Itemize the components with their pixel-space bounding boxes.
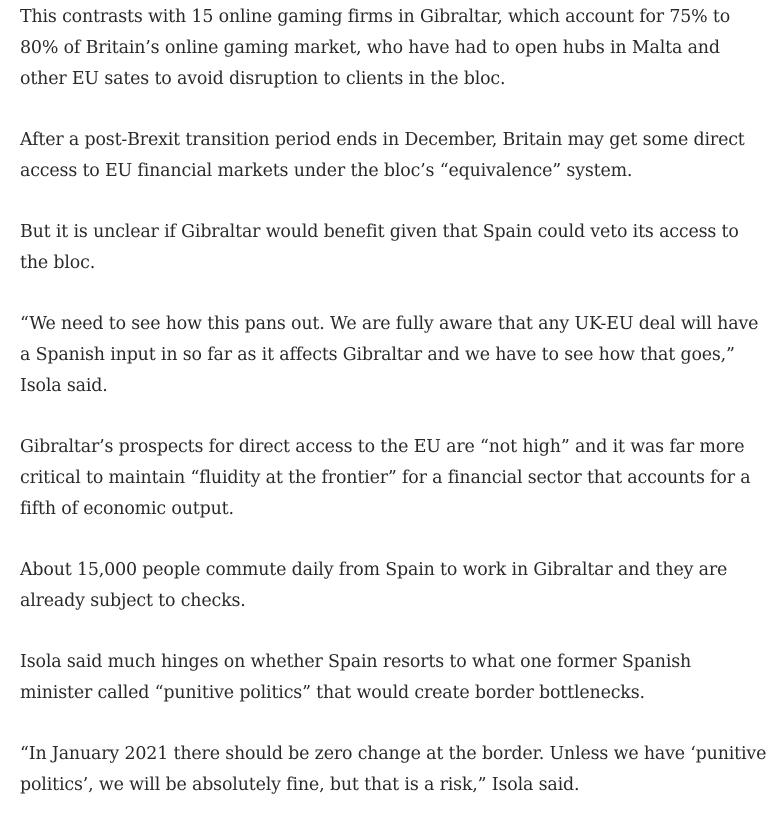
- paragraph-punitive-politics: Isola said much hinges on whether Spain resorts to what one former Spanish minister called “punitive politics” that would create border bottlenecks.: [20, 652, 692, 703]
- paragraph-frontier-fluidity: Gibraltar’s prospects for direct access to the EU are “not high” and it was far more critical to maintain “fluidity at the frontier” for a financial sector that accounts for a fifth of economic output.: [20, 437, 751, 519]
- paragraph-transition-period: After a post-Brexit transition period ends in December, Britain may get some direct access to EU financial markets under the bloc’s “equivalence” system.: [20, 130, 745, 181]
- paragraph-gaming-firms: This contrasts with 15 online gaming firms in Gibraltar, which account for 75% to 80% of Britain’s online gaming market, who have had to open hubs in Malta and other EU sates to avoid disruption to clients in the bloc.: [20, 7, 731, 89]
- paragraph-commuters: About 15,000 people commute daily from Spain to work in Gibraltar and they are already subject to checks.: [20, 560, 728, 611]
- paragraph-isola-quote-border: “In January 2021 there should be zero change at the border. Unless we have ‘punitive politics’, we will be absolutely fine, but that is a risk,” Isola said.: [20, 744, 767, 795]
- paragraph-isola-quote-deal: “We need to see how this pans out. We are fully aware that any UK-EU deal will have a Spanish input in so far as it affects Gibraltar and we have to see how that goes,” Isola said.: [20, 314, 759, 396]
- paragraph-spain-veto: But it is unclear if Gibraltar would benefit given that Spain could veto its access to the bloc.: [20, 222, 739, 273]
